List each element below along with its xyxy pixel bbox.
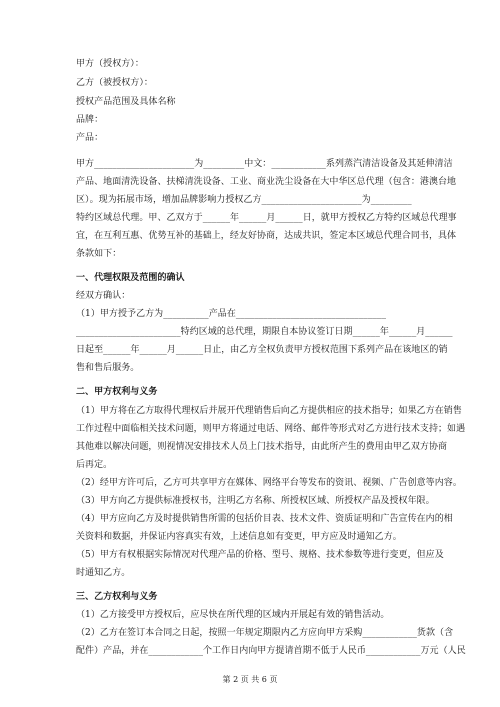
brand-label: 品牌：	[76, 115, 104, 125]
section-3-line: （2）乙方在签订本合同之日起，按照一年规定期限内乙方应向甲方采购____________货款（含	[76, 628, 454, 638]
section-1-line: _______________________特约区域的总代理，期限自本协议签订日期______年______月______	[76, 327, 453, 337]
scope-label: 授权产品范围及具体名称	[76, 97, 176, 107]
section-2-line: 后再定。	[76, 460, 113, 470]
section-3-title: 三、乙方权利与义务	[76, 592, 158, 602]
intro-line: 甲方______________________为_________中文：____________系列蒸汽清洁设备及其延伸清洁	[76, 159, 453, 169]
section-2-line: 工作过程中面临相关技术问题，则甲方将通过电话、网络、邮件等形式对乙方进行技术支持；如遇	[76, 424, 466, 434]
section-3-line: 配件）产品，并在____________个工作日内向甲方提请首期不低于人民币____________万元（人民	[76, 646, 466, 656]
section-2-line: （4）甲方应向乙方及时提供销售所需的包括价目表、技术文件、资质证明和广告宣传在内的相	[76, 514, 453, 524]
section-2-line: 时通知乙方。	[76, 568, 131, 578]
section-1-line: 售和售后服务。	[76, 363, 140, 373]
section-2-title: 二、甲方权利与义务	[76, 387, 158, 397]
section-2-line: 关资料和数据，并保证内容真实有效，上述信息如有变更，甲方应及时通知乙方。	[76, 532, 402, 542]
intro-line: 产品、地面清洗设备、扶梯清洗设备、工业、商业洗尘设备在大中华区总代理（包含：港澳台地	[76, 177, 457, 187]
section-1-line: 经双方确认：	[76, 291, 131, 301]
product-label: 产品：	[76, 133, 104, 143]
intro-line: 宜，在互利互惠、优势互补的基础上，经友好协商，达成共识，签定本区域总代理合同书，具体	[76, 231, 457, 241]
section-3-line: （1）乙方接受甲方授权后，应尽快在所代理的区域内开展起有效的销售活动。	[76, 610, 390, 620]
section-2-line: （3）甲方向乙方提供标准授权书，注明乙方名称、所授权区域、所授权产品及授权年限。	[76, 496, 435, 506]
intro-line: 条款如下：	[76, 249, 122, 259]
party-a-label: 甲方（授权方）：	[76, 59, 144, 69]
section-1-line: 日起至______年______月______日止，由乙方全权负责甲方授权范围下系列产品在该地区的销	[76, 345, 448, 355]
page-number: 第 2 页 共 6 页	[222, 675, 278, 684]
intro-line: 区）。现为拓展市场，增加品牌影响力授权乙方______________________为_________	[76, 195, 412, 205]
section-2-line: （2）经甲方许可后，乙方可共享甲方在媒体、网络平台等发布的资讯、视频、广告创意等内容。	[76, 478, 462, 488]
section-2-line: （5）甲方有权根据实际情况对代理产品的价格、型号、规格、技术参数等进行变更，但应及	[76, 550, 444, 560]
section-1-title: 一、代理权限及范围的确认	[76, 273, 185, 283]
party-b-label: 乙方（被授权方）：	[76, 78, 153, 88]
section-2-line: 其他难以解决问题，则视情况安排技术人员上门技术指导，由此所产生的费用由甲乙双方协商	[76, 442, 448, 452]
section-2-line: （1）甲方将在乙方取得代理权后并展开代理销售后向乙方提供相应的技术指导；如果乙方在销售	[76, 406, 462, 416]
intro-line: 特约区域总代理。甲、乙双方于______年______月______日，就甲方授权乙方特约区域总代理事	[76, 213, 457, 223]
section-1-line: （1）甲方授予乙方为__________产品在_________________________________	[76, 309, 387, 319]
